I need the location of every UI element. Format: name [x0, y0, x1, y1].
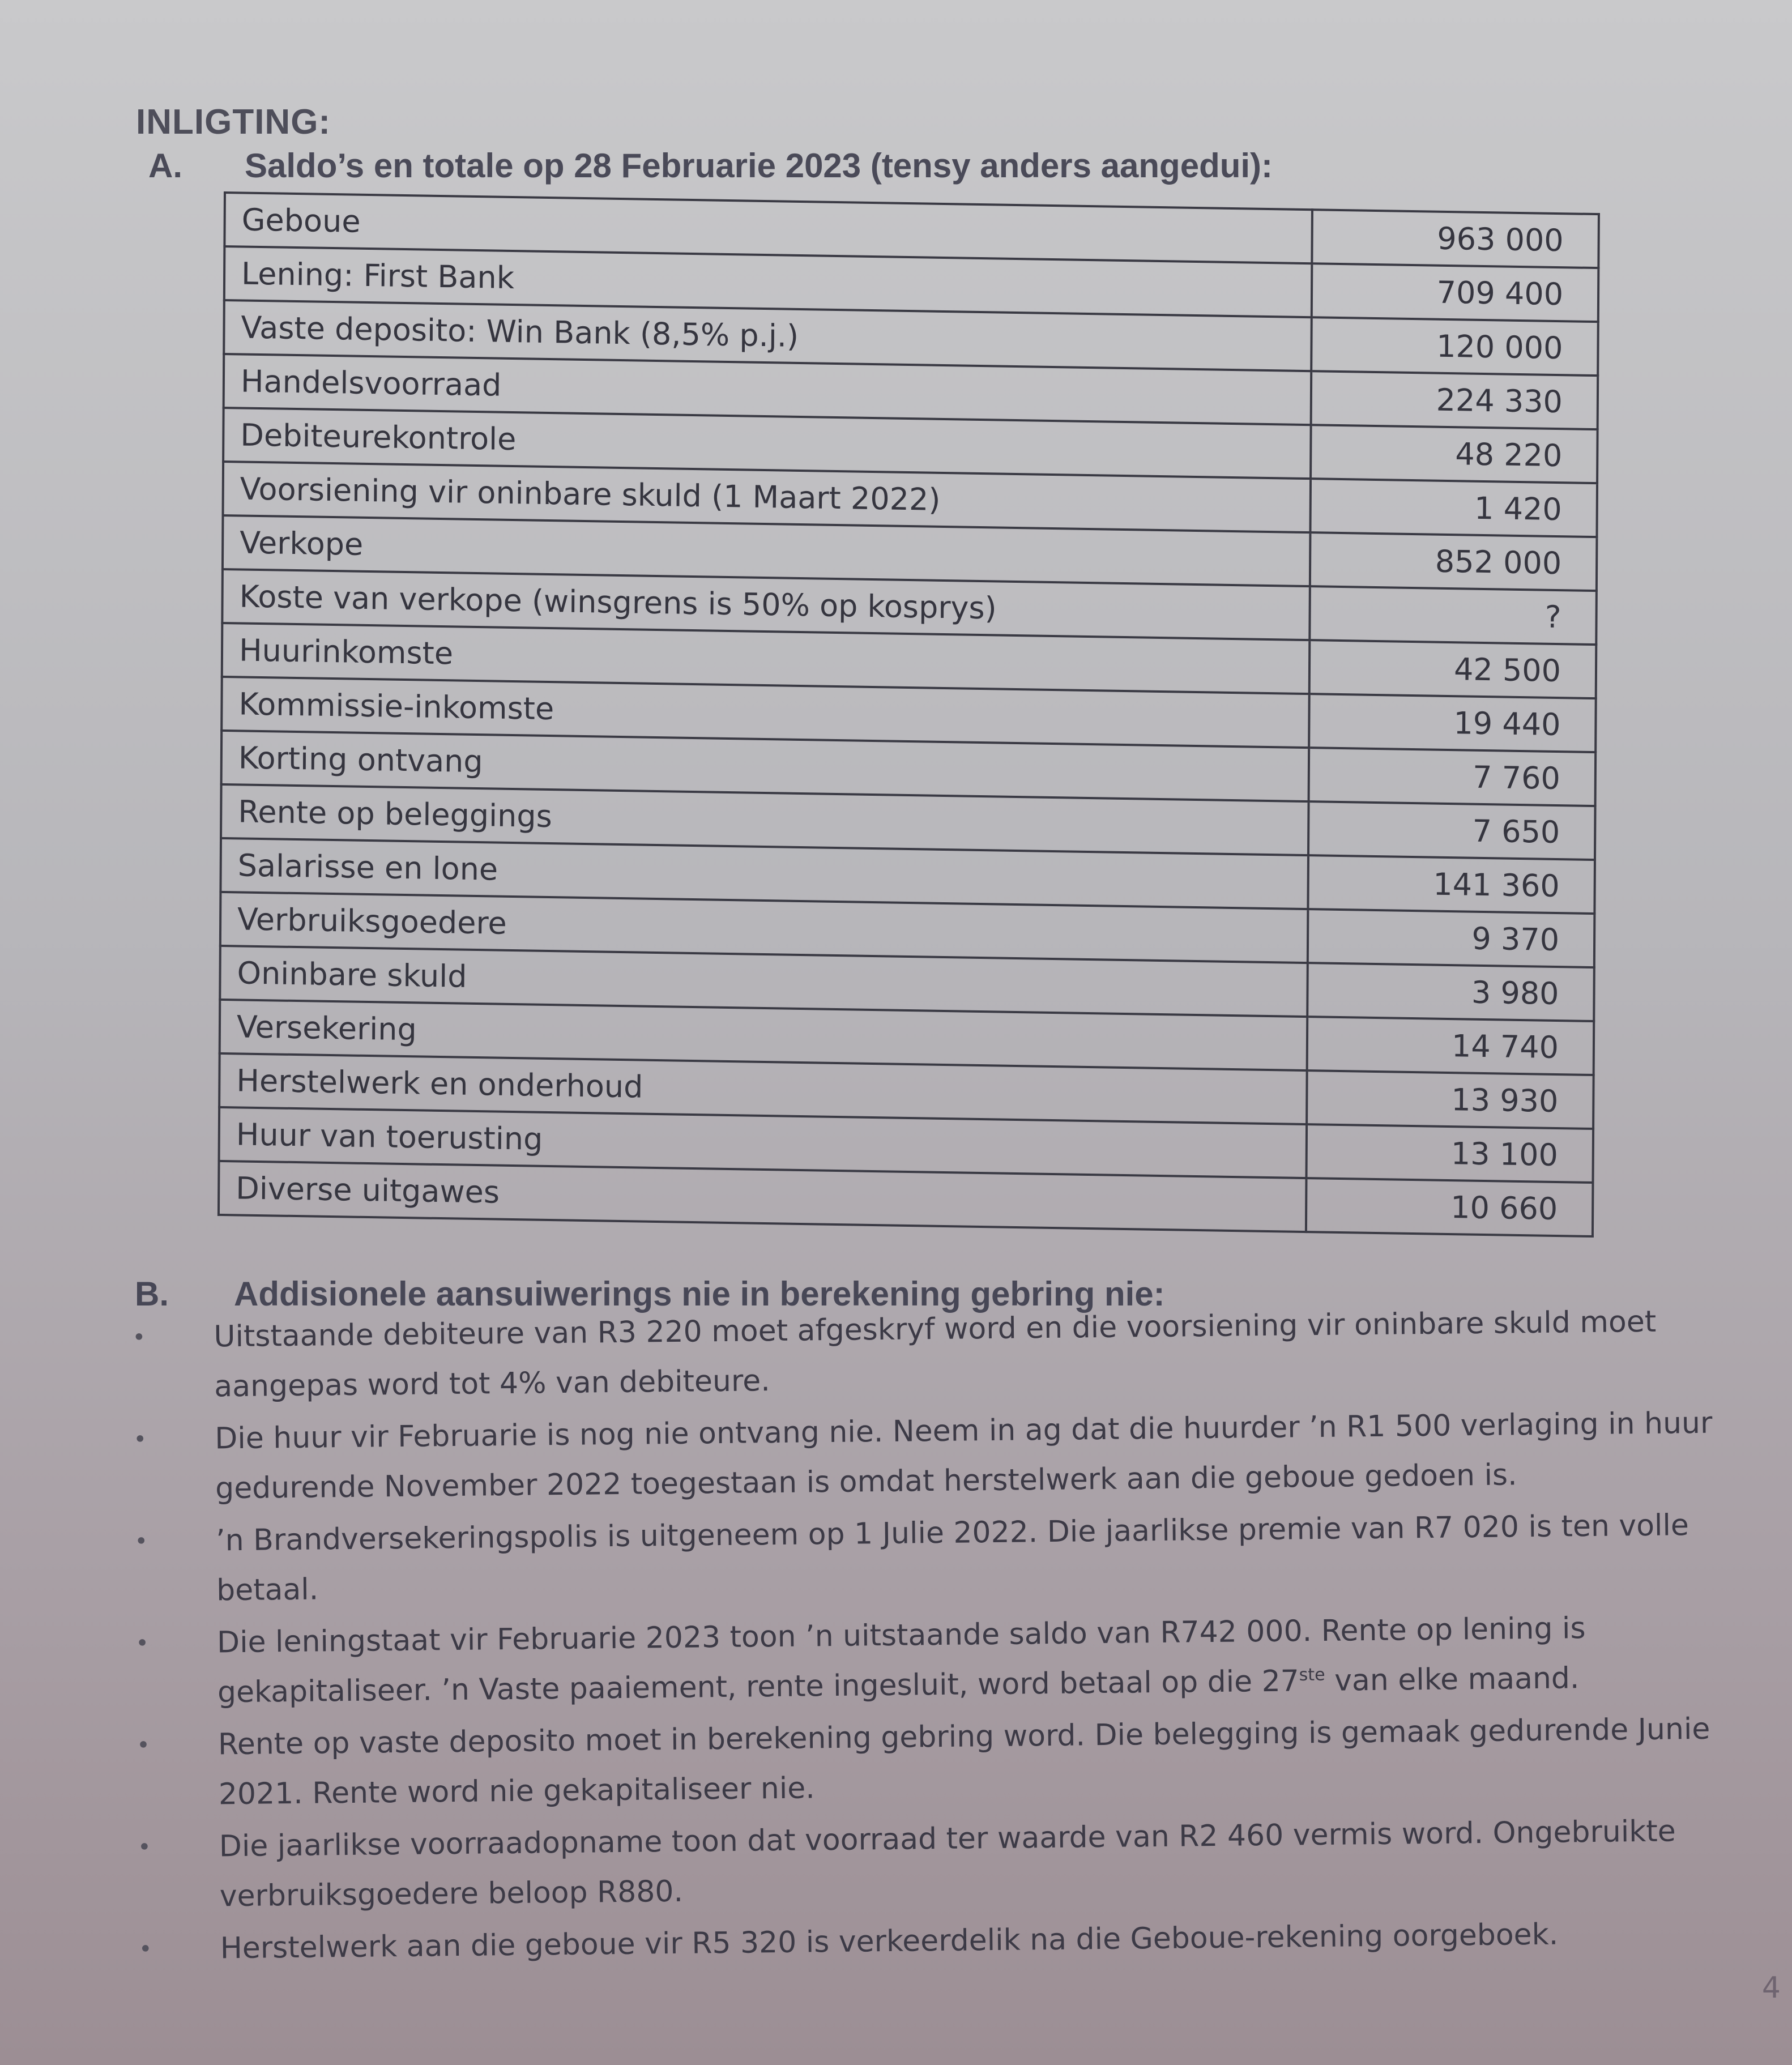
- row-amount: 7 650: [1308, 801, 1595, 860]
- row-label: Huur van toerusting: [219, 1107, 1307, 1178]
- row-amount: 14 740: [1307, 1017, 1594, 1075]
- adjustment-text-before: Die leningstaat vir Februarie 2023 toon ’n uitstaande saldo van R742 000. Rente op lening is gekapitaliseer. ’n Vaste paaiement, rente ingesluit, word betaal op die 27: [216, 1611, 1586, 1710]
- row-label: Versekering: [220, 1000, 1307, 1070]
- bullet-icon: •: [132, 1324, 146, 1351]
- adjustment-text: Die jaarlikse voorraadopname toon dat voorraad ter waarde van R2 460 vermis word. Ongebruikte verbruiksgoedere beloop R880.: [219, 1814, 1676, 1914]
- row-amount: 224 330: [1311, 371, 1598, 429]
- adjustments-list: [127, 1296, 1765, 1977]
- adjustment-text: Herstelwerk aan die geboue vir R5 320 is verkeerdelik na die Geboue-rekening oorgeboek.: [220, 1917, 1559, 1966]
- row-amount: 13 930: [1307, 1070, 1594, 1129]
- bullet-icon: •: [135, 1630, 150, 1657]
- bullet-icon: •: [134, 1528, 148, 1555]
- adjustment-item: [131, 1602, 1763, 1718]
- row-label: Geboue: [224, 193, 1312, 263]
- section-b-text: Addisionele aansuiwerings nie in berekening gebring nie:: [234, 1275, 1165, 1313]
- row-label: Kommissie-inkomste: [221, 677, 1309, 748]
- section-a-text: Saldo’s en totale op 28 Februarie 2023 (tensy anders aangedui):: [245, 147, 1273, 185]
- adjustment-text-after: van elke maand.: [1325, 1661, 1580, 1698]
- row-amount: 13 100: [1306, 1124, 1593, 1183]
- ordinal-superscript: ste: [1299, 1665, 1325, 1686]
- row-amount: 7 760: [1308, 748, 1595, 806]
- row-amount: 48 220: [1311, 425, 1598, 483]
- row-label: Huurinkomste: [222, 623, 1309, 694]
- row-amount: ?: [1309, 586, 1597, 645]
- row-label: Lening: First Bank: [224, 246, 1312, 317]
- row-label: Verbruiksgoedere: [220, 892, 1308, 963]
- row-amount: 120 000: [1311, 317, 1598, 376]
- row-label: Koste van verkope (winsgrens is 50% op kosprys): [222, 569, 1309, 640]
- adjustment-text: Uitstaande debiteure van R3 220 moet afgeskryf word en die voorsiening vir oninbare skuld moet aangepas word tot 4% van debiteure.: [214, 1304, 1657, 1404]
- adjustment-text: Rente op vaste deposito moet in berekening gebring word. Die belegging is gemaak gedurende Junie 2021. Rente word nie gekapitaliseer nie.: [217, 1712, 1710, 1812]
- page-number: 4: [1761, 1971, 1781, 2005]
- row-label: Oninbare skuld: [220, 946, 1307, 1017]
- section-b-letter: B.: [135, 1275, 169, 1313]
- bullet-icon: •: [138, 1936, 152, 1962]
- row-amount: 10 660: [1306, 1178, 1593, 1236]
- adjustment-item: [133, 1806, 1765, 1922]
- bullet-icon: •: [133, 1426, 147, 1453]
- balances-table: [217, 191, 1600, 1238]
- adjustment-text: ’n Brandversekeringspolis is uitgeneem op 1 Julie 2022. Die jaarlikse premie van R7 020 is ten volle betaal.: [215, 1508, 1689, 1608]
- row-label: Verkope: [223, 515, 1310, 586]
- row-amount: 1 420: [1310, 479, 1597, 537]
- row-label: Herstelwerk en onderhoud: [219, 1053, 1307, 1124]
- section-a-letter: A.: [148, 147, 182, 185]
- bullet-icon: •: [137, 1834, 151, 1861]
- row-label: Korting ontvang: [221, 731, 1309, 801]
- row-amount: 963 000: [1312, 210, 1599, 268]
- section-a-title: [148, 146, 1273, 185]
- row-label: Voorsiening vir oninbare skuld (1 Maart 2022): [223, 462, 1311, 532]
- row-label: Debiteurekontrole: [223, 408, 1311, 479]
- row-label: Diverse uitgawes: [219, 1161, 1306, 1232]
- balances-table-body: [219, 193, 1599, 1236]
- bullet-icon: •: [136, 1732, 151, 1759]
- page-heading: INLIGTING:: [136, 103, 331, 142]
- row-label: Rente op beleggings: [221, 784, 1308, 855]
- adjustment-item: [129, 1398, 1761, 1514]
- adjustment-text: Die huur vir Februarie is nog nie ontvang nie. Neem in ag dat die huurder ’n R1 500 verlaging in huur gedurende November 2022 toegestaan is omdat herstelwerk aan die geboue gedoen is.: [215, 1406, 1713, 1506]
- row-amount: 852 000: [1310, 532, 1597, 591]
- row-label: Vaste deposito: Win Bank (8,5% p.j.): [224, 300, 1311, 371]
- adjustment-item: [127, 1296, 1760, 1413]
- row-amount: 9 370: [1308, 909, 1595, 967]
- row-label: Handelsvoorraad: [224, 354, 1311, 425]
- adjustment-item: [132, 1704, 1764, 1820]
- row-label: Salarisse en lone: [220, 838, 1308, 909]
- adjustment-item: [130, 1500, 1762, 1616]
- row-amount: 141 360: [1308, 855, 1595, 914]
- row-amount: 19 440: [1309, 694, 1596, 752]
- row-amount: 709 400: [1311, 263, 1598, 322]
- balances-table-wrapper: [217, 191, 1600, 1238]
- row-amount: 42 500: [1309, 640, 1596, 698]
- row-amount: 3 980: [1307, 963, 1594, 1021]
